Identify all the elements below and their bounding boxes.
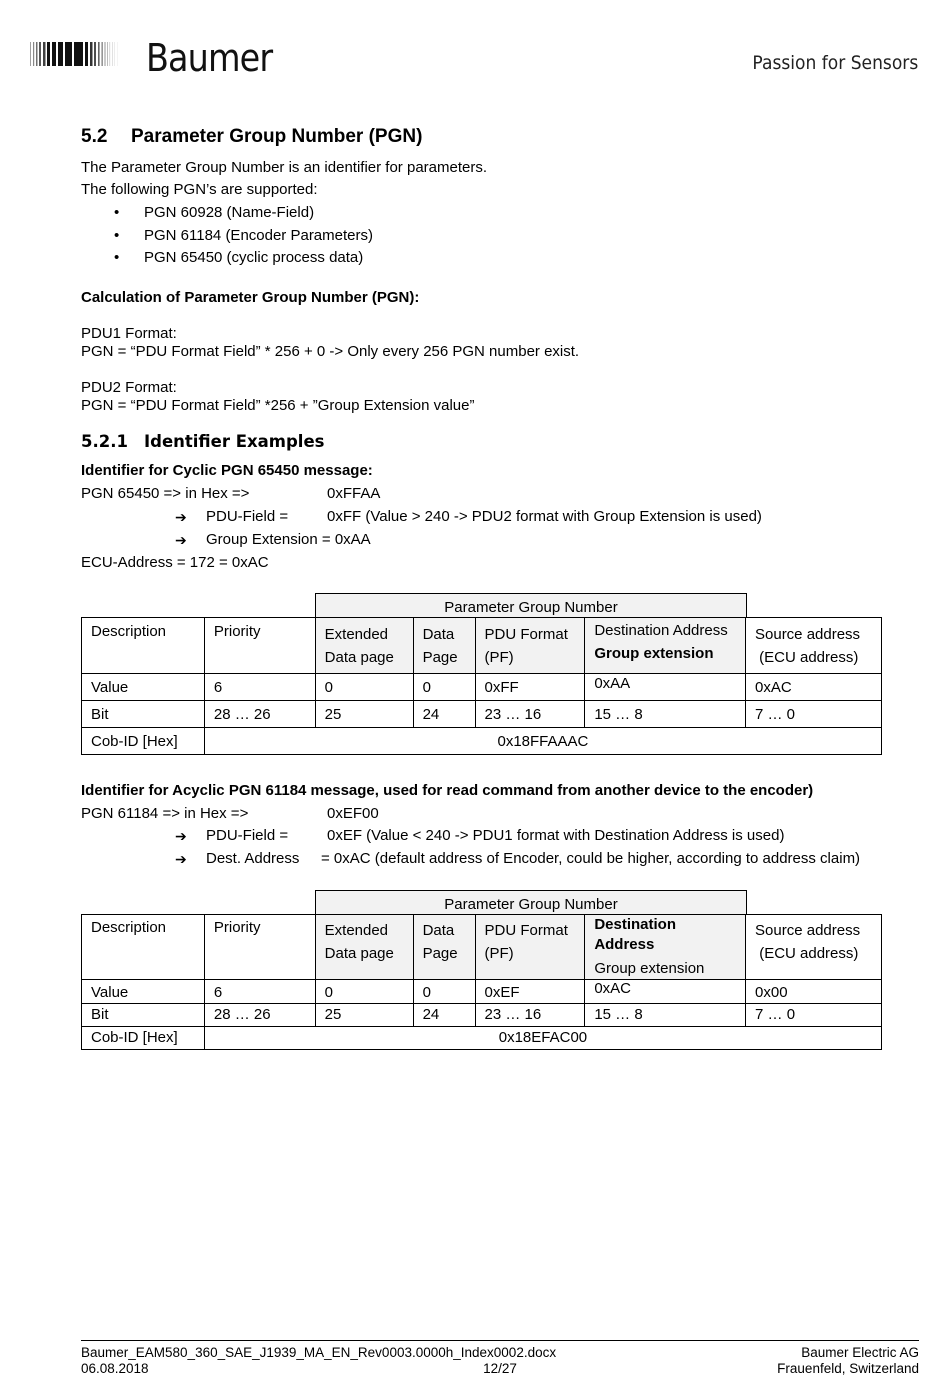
tagline: Passion for Sensors [752, 52, 918, 74]
list-item-text: PGN 65450 (cyclic process data) [144, 249, 364, 266]
cell: 24 [413, 701, 475, 728]
cell: 0xEF [475, 980, 585, 1004]
cell: 0 [315, 980, 413, 1004]
cell: 24 [413, 1004, 475, 1027]
header-line: (PF) [484, 649, 514, 666]
example1-pdu-field-value: 0xFF (Value > 240 -> PDU2 format with Group Extension is used) [327, 508, 762, 525]
cell: 15 … 8 [585, 1004, 746, 1027]
table-row [82, 1027, 882, 1050]
intro-text: The following PGN’s are supported: [81, 181, 318, 198]
header-line: Extended [324, 922, 389, 939]
pdu1-formula: PGN = “PDU Format Field” * 256 + 0 -> Only every 256 PGN number exist. [81, 343, 580, 360]
header-extended-data-page [315, 915, 413, 980]
example2-dest-address-label: Dest. Address [206, 850, 300, 867]
bullet-icon: • [114, 204, 120, 221]
pdu1-label: PDU1 Format: [81, 325, 177, 342]
calc-heading: Calculation of Parameter Group Number (PGN): [81, 289, 420, 306]
list-item-text: PGN 61184 (Encoder Parameters) [144, 227, 373, 244]
example2-pdu-field-value: 0xEF (Value < 240 -> PDU1 format with Destination Address is used) [327, 827, 785, 844]
footer-filename: Baumer_EAM580_360_SAE_J1939_MA_EN_Rev0003.0000h_Index0002.docx [81, 1345, 557, 1360]
header-line: PDU Format [484, 626, 568, 643]
list-item [114, 249, 364, 266]
header-pdu-format [475, 618, 585, 674]
header-source-address [746, 915, 882, 980]
table-row [82, 674, 882, 701]
arrow-right-icon: ➔ [175, 509, 187, 525]
cell: 0 [413, 674, 475, 701]
cell: 25 [315, 701, 413, 728]
cell: 6 [204, 980, 315, 1004]
subsection-heading [81, 432, 324, 451]
header-line: Address [594, 936, 655, 953]
example2-pgn-hex-label: PGN 61184 => in Hex => [81, 805, 249, 822]
list-item [114, 227, 373, 244]
section-heading [81, 126, 422, 148]
header-destination [585, 618, 746, 674]
cell: Value [82, 674, 205, 701]
brand-name: Baumer [146, 36, 273, 80]
example2-pdu-field-label: PDU-Field = [206, 827, 289, 844]
footer-right [777, 1345, 919, 1377]
header-line: Group extension [594, 960, 705, 977]
header-line: Source address [755, 922, 861, 939]
cell: 6 [204, 674, 315, 701]
cell: 0 [315, 674, 413, 701]
cell: Bit [82, 701, 205, 728]
header-line: Data [422, 922, 455, 939]
example2-dest-address-value: = 0xAC (default address of Encoder, could be higher, according to address claim) [321, 850, 861, 867]
example1-pgn-hex-label: PGN 65450 => in Hex => [81, 485, 250, 502]
header-line: (PF) [484, 945, 514, 962]
identifier-table [81, 617, 882, 755]
cell: 25 [315, 1004, 413, 1027]
section-number: 5.2 [81, 126, 108, 147]
header-extended-data-page [315, 618, 413, 674]
footer-date: 06.08.2018 [81, 1361, 149, 1376]
table-row [82, 701, 882, 728]
header-description: Description [82, 618, 205, 674]
cell: Bit [82, 1004, 205, 1027]
example2-pgn-hex-value: 0xEF00 [327, 805, 379, 822]
footer-company: Baumer Electric AG [801, 1345, 919, 1360]
cell: 0x00 [746, 980, 882, 1004]
cell: 15 … 8 [585, 701, 746, 728]
cob-id-value: 0x18EFAC00 [204, 1027, 881, 1050]
example1-ecu-address: ECU-Address = 172 = 0xAC [81, 554, 269, 571]
table-row [82, 1004, 882, 1027]
cell: 0xFF [475, 674, 585, 701]
cell: 7 … 0 [746, 701, 882, 728]
list-item [114, 204, 315, 221]
cell: Cob-ID [Hex] [82, 728, 205, 755]
header-priority: Priority [204, 618, 315, 674]
table-header-row [82, 915, 882, 980]
example1-heading: Identifier for Cyclic PGN 65450 message: [81, 462, 373, 479]
header-line: Extended [324, 626, 389, 643]
cell: 7 … 0 [746, 1004, 882, 1027]
cell: Value [82, 980, 205, 1004]
arrow-right-icon: ➔ [175, 828, 187, 844]
subsection-number: 5.2.1 [81, 432, 128, 451]
subsection-title: Identifier Examples [144, 432, 325, 451]
header-line: (ECU address) [755, 945, 859, 962]
header-line: Destination [594, 916, 676, 933]
cell: 0xAA [585, 674, 746, 701]
list-item-text: PGN 60928 (Name-Field) [144, 204, 315, 221]
baumer-logo-icon [30, 38, 130, 70]
footer-location: Frauenfeld, Switzerland [777, 1361, 919, 1376]
cell: Cob-ID [Hex] [82, 1027, 205, 1050]
table-row [82, 728, 882, 755]
bullet-icon: • [114, 227, 120, 244]
pdu2-formula: PGN = “PDU Format Field” *256 + ”Group Extension value” [81, 397, 475, 414]
header-line: Data page [324, 945, 394, 962]
cell: 28 … 26 [204, 701, 315, 728]
cob-id-value: 0x18FFAAAC [204, 728, 881, 755]
bullet-icon: • [114, 249, 120, 266]
page-number: 12/27 [483, 1361, 517, 1376]
header-data-page [413, 618, 475, 674]
table-row [82, 980, 882, 1004]
arrow-right-icon: ➔ [175, 532, 187, 548]
example1-pdu-field-label: PDU-Field = [206, 508, 289, 525]
intro-text: The Parameter Group Number is an identifier for parameters. [81, 159, 488, 176]
header-line: Page [422, 945, 458, 962]
cell: 0xAC [585, 980, 746, 1004]
header-line: PDU Format [484, 922, 568, 939]
header-line: (ECU address) [755, 649, 859, 666]
header-pdu-format [475, 915, 585, 980]
header-data-page [413, 915, 475, 980]
pgn-group-header: Parameter Group Number [315, 593, 747, 617]
arrow-right-icon: ➔ [175, 851, 187, 867]
pgn-group-header: Parameter Group Number [315, 890, 747, 914]
example1-group-extension: Group Extension = 0xAA [206, 531, 371, 548]
header-line: Data [422, 626, 455, 643]
header-priority: Priority [204, 915, 315, 980]
header-line: Page [422, 649, 458, 666]
header-line: Source address [755, 626, 861, 643]
header-destination [585, 915, 746, 980]
identifier-table [81, 914, 882, 1050]
example1-pgn-hex-value: 0xFFAA [327, 485, 381, 502]
cell: 28 … 26 [204, 1004, 315, 1027]
header-line: Group extension [594, 645, 714, 662]
header-source-address [746, 618, 882, 674]
table-header-row [82, 618, 882, 674]
pdu2-label: PDU2 Format: [81, 379, 177, 396]
header-line: Data page [324, 649, 394, 666]
footer-divider [81, 1340, 919, 1341]
section-title: Parameter Group Number (PGN) [131, 126, 423, 147]
cell: 23 … 16 [475, 1004, 585, 1027]
cell: 0 [413, 980, 475, 1004]
cell: 0xAC [746, 674, 882, 701]
header-description: Description [82, 915, 205, 980]
example2-heading: Identifier for Acyclic PGN 61184 message, used for read command from another device to the encoder) [81, 782, 814, 799]
header-line: Destination Address [594, 622, 728, 639]
cell: 23 … 16 [475, 701, 585, 728]
